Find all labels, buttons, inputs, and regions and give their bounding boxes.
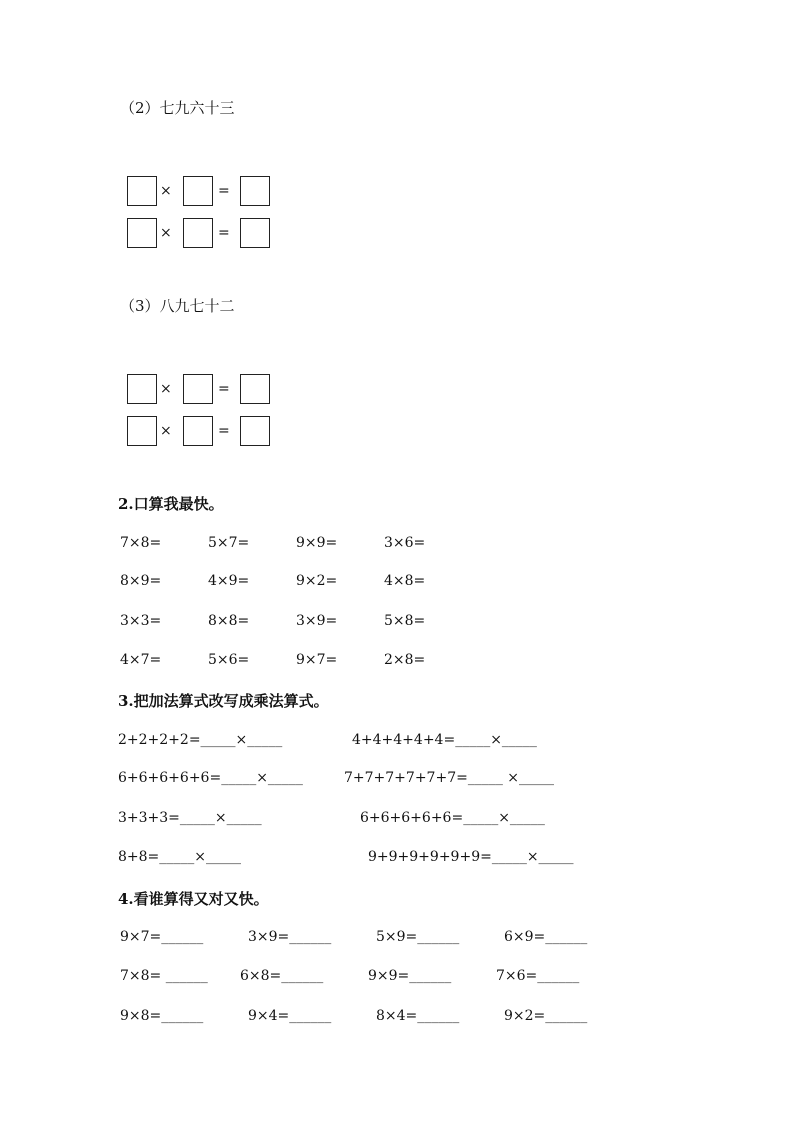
oral-calc-item: 5×8=: [384, 613, 426, 629]
oral-calc-item: 9×9=: [296, 535, 338, 551]
section-2-title: （2）七九六十三: [120, 99, 235, 117]
answer-box[interactable]: [127, 218, 157, 248]
answer-box[interactable]: [127, 176, 157, 206]
oral-calc-item: 9×7=: [296, 652, 338, 668]
times-sign: ×: [160, 381, 172, 397]
fast-calc-item[interactable]: 6×8=______: [240, 968, 324, 984]
equals-sign: =: [218, 381, 230, 397]
times-sign: ×: [160, 225, 172, 241]
answer-box[interactable]: [240, 374, 270, 404]
fast-calc-item[interactable]: 9×9=______: [368, 968, 452, 984]
oral-calc-item: 5×6=: [208, 652, 250, 668]
answer-box[interactable]: [240, 176, 270, 206]
rewrite-item[interactable]: 6+6+6+6+6=_____×_____: [118, 770, 303, 786]
rewrite-item[interactable]: 9+9+9+9+9+9=_____×_____: [368, 849, 574, 865]
answer-box[interactable]: [183, 374, 213, 404]
fast-calc-item[interactable]: 3×9=______: [248, 929, 332, 945]
equals-sign: =: [218, 423, 230, 439]
question-2-title: 2.口算我最快。: [118, 495, 224, 513]
oral-calc-item: 3×6=: [384, 535, 426, 551]
equals-sign: =: [218, 225, 230, 241]
rewrite-item[interactable]: 6+6+6+6+6=_____×_____: [360, 810, 545, 826]
answer-box[interactable]: [127, 374, 157, 404]
fast-calc-item[interactable]: 7×8= ______: [120, 968, 208, 984]
question-4-title: 4.看谁算得又对又快。: [118, 890, 269, 908]
oral-calc-item: 7×8=: [120, 535, 162, 551]
answer-box[interactable]: [183, 416, 213, 446]
answer-box[interactable]: [240, 218, 270, 248]
answer-box[interactable]: [240, 416, 270, 446]
oral-calc-item: 4×7=: [120, 652, 162, 668]
oral-calc-item: 8×8=: [208, 613, 250, 629]
question-3-title: 3.把加法算式改写成乘法算式。: [118, 692, 329, 710]
times-sign: ×: [160, 183, 172, 199]
fast-calc-item[interactable]: 8×4=______: [376, 1008, 460, 1024]
oral-calc-item: 9×2=: [296, 573, 338, 589]
oral-calc-item: 4×9=: [208, 573, 250, 589]
oral-calc-item: 2×8=: [384, 652, 426, 668]
oral-calc-item: 4×8=: [384, 573, 426, 589]
answer-box[interactable]: [127, 416, 157, 446]
fast-calc-item[interactable]: 7×6=______: [496, 968, 580, 984]
fast-calc-item[interactable]: 9×8=______: [120, 1008, 204, 1024]
rewrite-item[interactable]: 7+7+7+7+7+7=_____ ×_____: [344, 770, 555, 786]
fast-calc-item[interactable]: 6×9=______: [504, 929, 588, 945]
fast-calc-item[interactable]: 9×2=______: [504, 1008, 588, 1024]
rewrite-item[interactable]: 3+3+3=_____×_____: [118, 810, 262, 826]
section-3-title: （3）八九七十二: [120, 297, 235, 315]
fast-calc-item[interactable]: 9×7=______: [120, 929, 204, 945]
oral-calc-item: 8×9=: [120, 573, 162, 589]
answer-box[interactable]: [183, 218, 213, 248]
rewrite-item[interactable]: 8+8=_____×_____: [118, 849, 242, 865]
oral-calc-item: 5×7=: [208, 535, 250, 551]
fast-calc-item[interactable]: 5×9=______: [376, 929, 460, 945]
oral-calc-item: 3×3=: [120, 613, 162, 629]
fast-calc-item[interactable]: 9×4=______: [248, 1008, 332, 1024]
times-sign: ×: [160, 423, 172, 439]
oral-calc-item: 3×9=: [296, 613, 338, 629]
answer-box[interactable]: [183, 176, 213, 206]
equals-sign: =: [218, 183, 230, 199]
rewrite-item[interactable]: 4+4+4+4+4=_____×_____: [352, 732, 537, 748]
rewrite-item[interactable]: 2+2+2+2=_____×_____: [118, 732, 283, 748]
